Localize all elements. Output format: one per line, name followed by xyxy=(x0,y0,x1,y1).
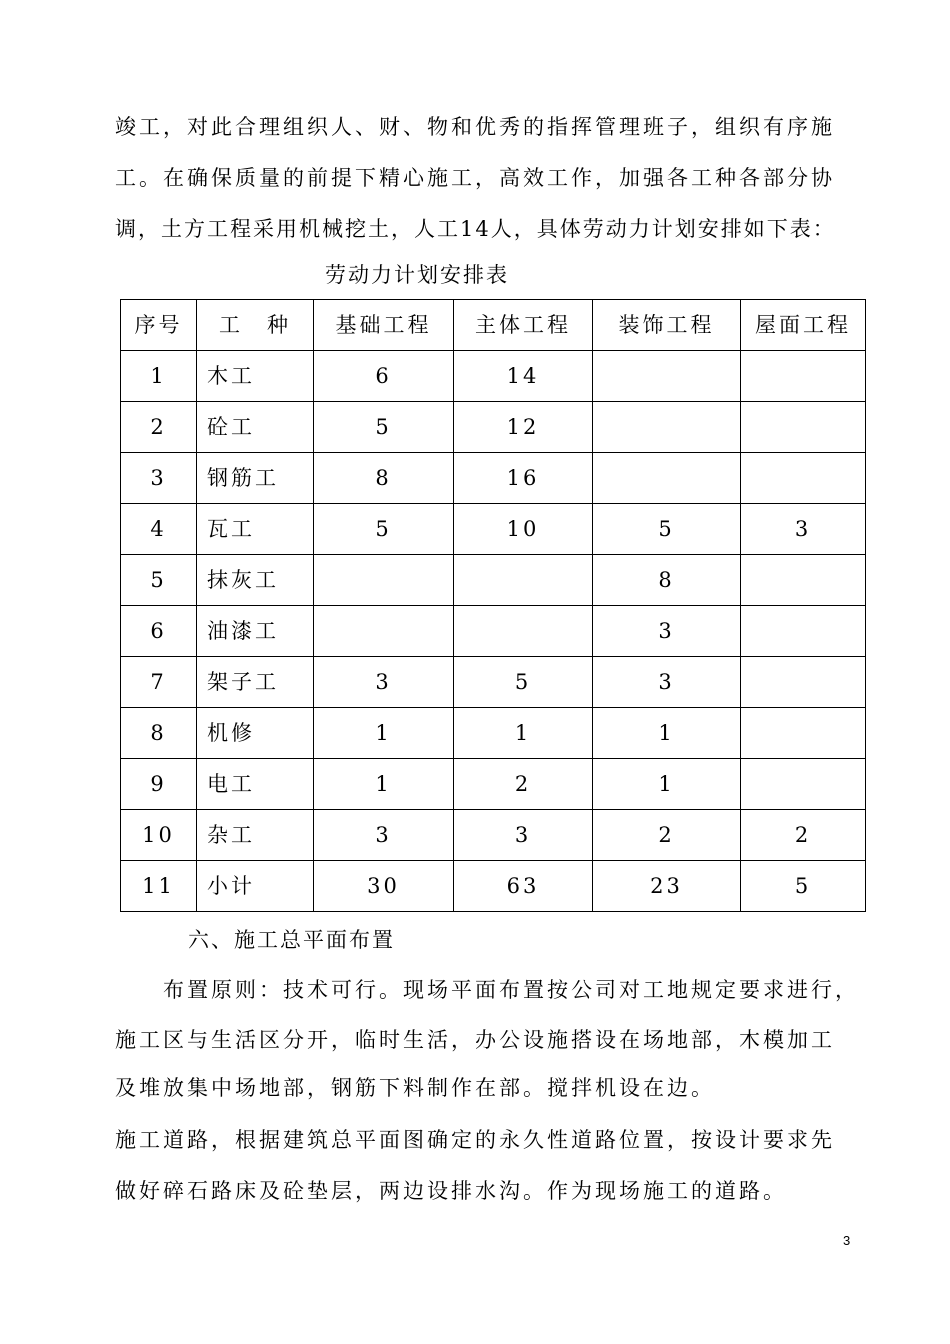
table-caption: 劳动力计划安排表 xyxy=(325,263,509,287)
table-cell: 电工 xyxy=(197,759,314,810)
table-cell: 5 xyxy=(593,504,741,555)
table-cell: 3 xyxy=(121,453,197,504)
table-cell: 3 xyxy=(314,810,454,861)
table-cell: 14 xyxy=(454,351,593,402)
table-cell: 5 xyxy=(314,402,454,453)
table-cell: 瓦工 xyxy=(197,504,314,555)
table-cell: 2 xyxy=(121,402,197,453)
table-cell: 6 xyxy=(121,606,197,657)
table-cell: 63 xyxy=(454,861,593,912)
table-cell xyxy=(741,759,866,810)
table-row xyxy=(121,351,866,402)
header-cell: 工 种 xyxy=(197,300,314,351)
table-cell: 9 xyxy=(121,759,197,810)
table-row xyxy=(121,453,866,504)
table-cell: 3 xyxy=(593,606,741,657)
table-cell: 3 xyxy=(314,657,454,708)
table-row xyxy=(121,759,866,810)
table-cell: 1 xyxy=(314,708,454,759)
table-cell xyxy=(741,453,866,504)
table-cell: 2 xyxy=(741,810,866,861)
table-cell: 10 xyxy=(121,810,197,861)
table-cell: 木工 xyxy=(197,351,314,402)
table-cell: 8 xyxy=(121,708,197,759)
table-cell: 8 xyxy=(593,555,741,606)
table-cell: 杂工 xyxy=(197,810,314,861)
table-cell: 3 xyxy=(741,504,866,555)
table-cell: 6 xyxy=(314,351,454,402)
table-cell: 3 xyxy=(454,810,593,861)
table-cell: 小计 xyxy=(197,861,314,912)
table-cell: 12 xyxy=(454,402,593,453)
table-row-subtotal xyxy=(121,861,866,912)
intro-line-1: 竣工，对此合理组织人、财、物和优秀的指挥管理班子，组织有序施 xyxy=(115,115,835,139)
table-header-row xyxy=(121,300,866,351)
intro-line-2: 工。在确保质量的前提下精心施工，高效工作，加强各工种各部分协 xyxy=(115,166,835,190)
table-cell xyxy=(593,453,741,504)
table-cell: 30 xyxy=(314,861,454,912)
table-cell: 1 xyxy=(593,708,741,759)
table-cell: 钢筋工 xyxy=(197,453,314,504)
table-cell xyxy=(454,555,593,606)
road-line-1: 施工道路，根据建筑总平面图确定的永久性道路位置，按设计要求先 xyxy=(115,1128,835,1152)
table-row xyxy=(121,555,866,606)
table-cell xyxy=(741,351,866,402)
table-row xyxy=(121,708,866,759)
table-row xyxy=(121,810,866,861)
table-cell: 3 xyxy=(593,657,741,708)
table-cell: 11 xyxy=(121,861,197,912)
road-line-2: 做好碎石路床及砼垫层，两边设排水沟。作为现场施工的道路。 xyxy=(115,1179,787,1203)
table-cell xyxy=(314,606,454,657)
layout-line-2: 施工区与生活区分开，临时生活，办公设施搭设在场地部，木模加工 xyxy=(115,1028,835,1052)
table-row xyxy=(121,504,866,555)
table-cell: 23 xyxy=(593,861,741,912)
section-heading: 六、施工总平面布置 xyxy=(188,928,395,952)
table-cell: 架子工 xyxy=(197,657,314,708)
table-cell: 油漆工 xyxy=(197,606,314,657)
table-cell: 8 xyxy=(314,453,454,504)
table-cell xyxy=(741,402,866,453)
table-cell: 16 xyxy=(454,453,593,504)
layout-line-1: 布置原则：技术可行。现场平面布置按公司对工地规定要求进行， xyxy=(163,978,859,1002)
table-cell: 1 xyxy=(314,759,454,810)
table-cell: 2 xyxy=(454,759,593,810)
intro-line-3: 调，土方工程采用机械挖土，人工14人，具体劳动力计划安排如下表： xyxy=(115,217,836,241)
table-row xyxy=(121,657,866,708)
header-cell: 主体工程 xyxy=(454,300,593,351)
table-cell: 4 xyxy=(121,504,197,555)
table-cell xyxy=(454,606,593,657)
table-cell: 1 xyxy=(454,708,593,759)
table-cell xyxy=(741,555,866,606)
table-cell: 机修 xyxy=(197,708,314,759)
labor-plan-table xyxy=(120,299,866,912)
table-cell: 2 xyxy=(593,810,741,861)
header-cell: 序号 xyxy=(121,300,197,351)
table-cell xyxy=(314,555,454,606)
header-cell: 基础工程 xyxy=(314,300,454,351)
header-cell: 屋面工程 xyxy=(741,300,866,351)
table-row xyxy=(121,606,866,657)
table-row xyxy=(121,402,866,453)
header-cell: 装饰工程 xyxy=(593,300,741,351)
table-cell: 1 xyxy=(121,351,197,402)
page-number: 3 xyxy=(843,1233,851,1248)
table-cell xyxy=(741,657,866,708)
layout-line-3: 及堆放集中场地部，钢筋下料制作在部。搅拌机设在边。 xyxy=(115,1076,715,1100)
table-cell: 5 xyxy=(314,504,454,555)
table-cell: 1 xyxy=(593,759,741,810)
table-cell: 5 xyxy=(121,555,197,606)
table-cell: 7 xyxy=(121,657,197,708)
table-cell: 5 xyxy=(741,861,866,912)
table-cell xyxy=(741,606,866,657)
table-cell xyxy=(593,402,741,453)
table-cell xyxy=(593,351,741,402)
table-cell: 抹灰工 xyxy=(197,555,314,606)
table-cell: 10 xyxy=(454,504,593,555)
table-cell xyxy=(741,708,866,759)
table-cell: 砼工 xyxy=(197,402,314,453)
table-cell: 5 xyxy=(454,657,593,708)
